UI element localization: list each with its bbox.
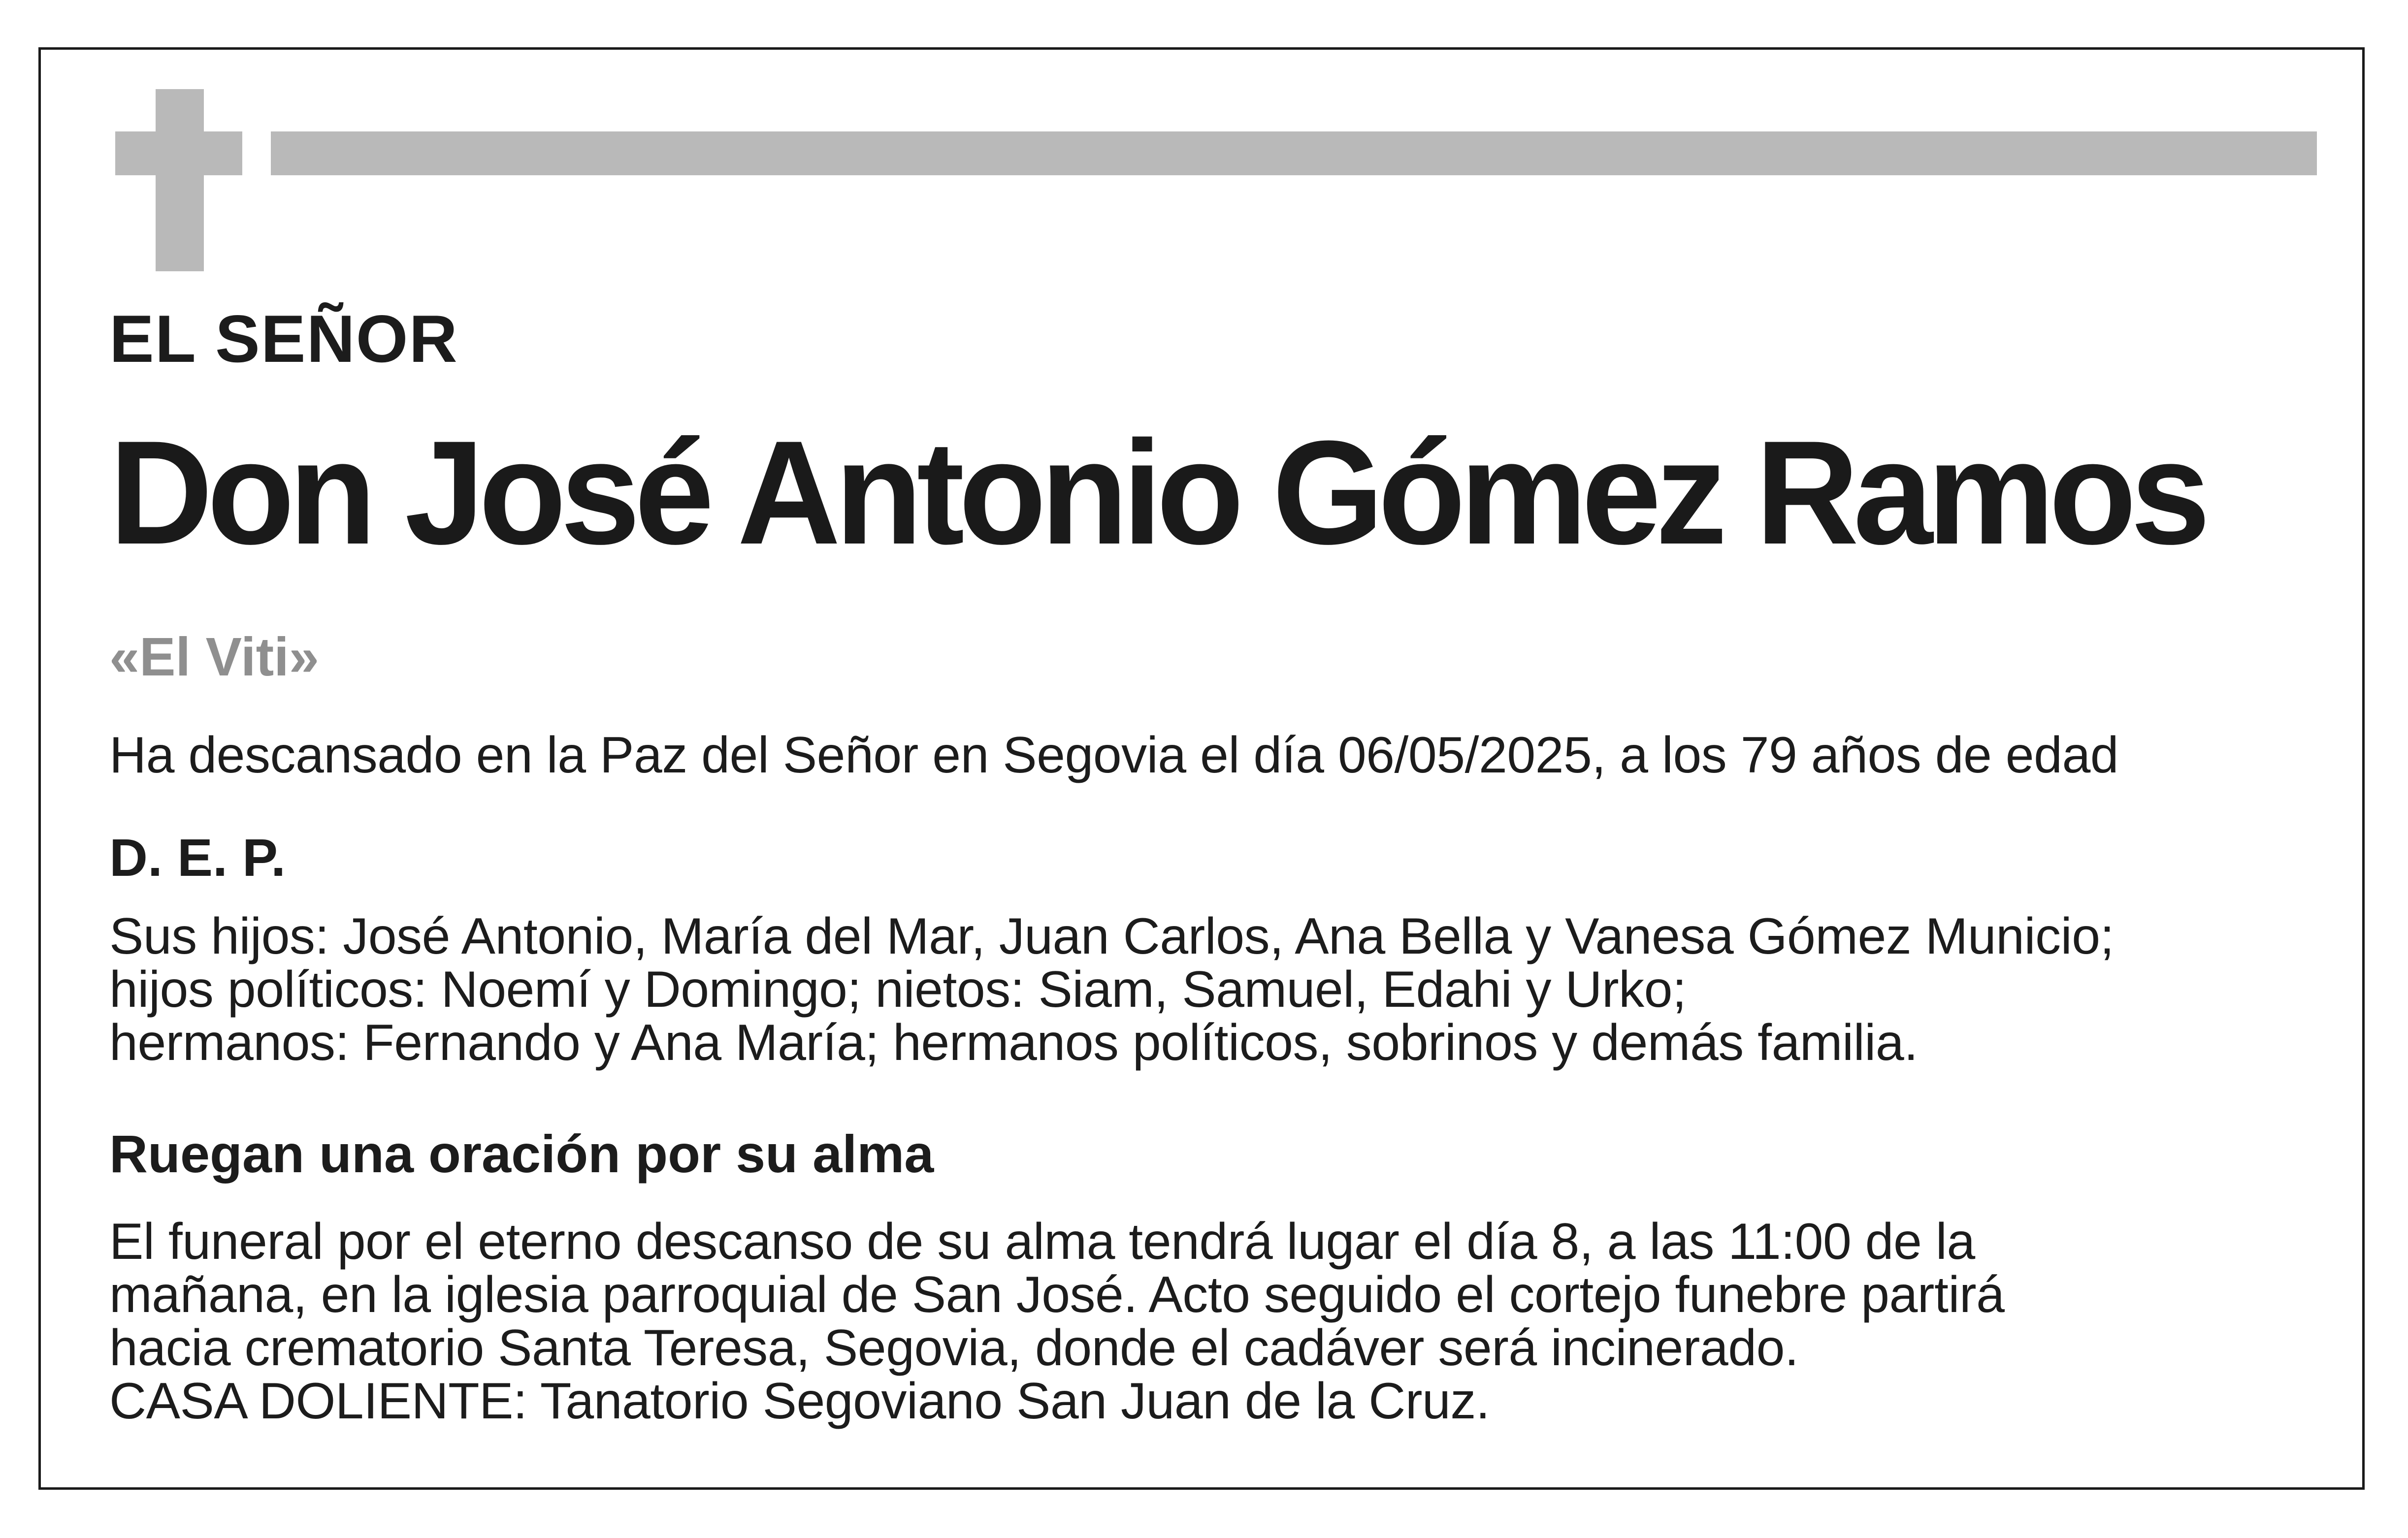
- prayer-line: Ruegan una oración por su alma: [109, 1124, 934, 1184]
- rest-line: Ha descansado en la Paz del Señor en Segovia el día 06/05/2025, a los 79 años de edad: [109, 727, 2119, 784]
- header-rule: [271, 131, 2317, 175]
- nickname: «El Viti»: [109, 627, 319, 687]
- honorific: EL SEÑOR: [109, 301, 458, 376]
- funeral-line: CASA DOLIENTE: Tanatorio Segoviano San Juan de la Cruz.: [109, 1373, 1490, 1430]
- family-line: hermanos: Fernando y Ana María; hermanos políticos, sobrinos y demás familia.: [109, 1014, 1918, 1071]
- cross-horizontal-bar: [115, 131, 242, 175]
- funeral-line: El funeral por el eterno descanso de su alma tendrá lugar el día 8, a las 11:00 de la: [109, 1213, 1975, 1270]
- family-paragraph: [109, 910, 2114, 1069]
- family-line: Sus hijos: José Antonio, María del Mar, Juan Carlos, Ana Bella y Vanesa Gómez Municio;: [109, 908, 2114, 965]
- funeral-paragraph: [109, 1215, 2004, 1428]
- deceased-name: Don José Antonio Gómez Ramos: [109, 410, 2205, 575]
- family-line: hijos políticos: Noemí y Domingo; nietos: Siam, Samuel, Edahi y Urko;: [109, 961, 1687, 1018]
- cross-vertical-bar: [156, 89, 204, 271]
- dep-line: D. E. P.: [109, 828, 286, 887]
- funeral-line: mañana, en la iglesia parroquial de San José. Acto seguido el cortejo funebre partirá: [109, 1266, 2005, 1323]
- funeral-line: hacia crematorio Santa Teresa, Segovia, donde el cadáver será incinerado.: [109, 1319, 1799, 1377]
